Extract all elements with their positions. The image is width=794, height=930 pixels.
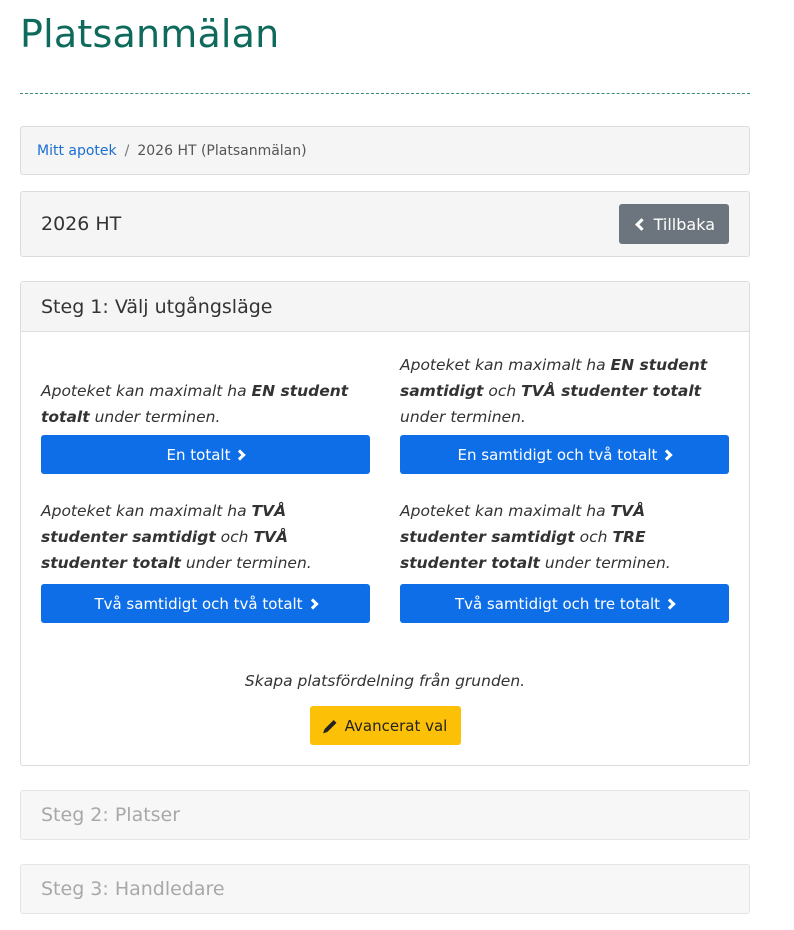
title-divider (20, 93, 750, 94)
advanced-button-label: Avancerat val (344, 716, 448, 735)
page-title: Platsanmälan (20, 12, 280, 56)
chevron-left-icon (635, 218, 648, 231)
option-description: Apoteket kan maximalt ha EN student samtidigt och TVÅ studenter totalt under terminen. (400, 356, 708, 426)
step-3-header: Steg 3: Handledare (20, 864, 750, 914)
option-one-concurrent-two-total (400, 352, 729, 464)
one-concurrent-two-total-button[interactable] (400, 435, 729, 474)
option-description: Apoteket kan maximalt ha TVÅ studenter samtidigt och TRE studenter totalt under terminen. (400, 502, 671, 572)
option-one-total (41, 378, 370, 464)
chevron-right-icon (307, 598, 318, 609)
breadcrumb (20, 126, 750, 175)
advanced-button[interactable] (310, 706, 461, 745)
button-label: Två samtidigt och tre totalt (454, 594, 661, 613)
option-two-concurrent-three-total (400, 498, 729, 613)
option-two-concurrent-two-total (41, 498, 370, 613)
breadcrumb-separator: / (124, 142, 130, 159)
chevron-right-icon (662, 449, 673, 460)
advanced-description: Skapa platsfördelning från grunden. (244, 672, 526, 690)
chevron-right-icon (235, 449, 246, 460)
two-concurrent-three-total-button[interactable] (400, 584, 729, 623)
breadcrumb-link-home[interactable]: Mitt apotek (37, 142, 117, 159)
breadcrumb-current: 2026 HT (Platsanmälan) (137, 142, 307, 159)
step-1-panel (20, 281, 750, 766)
back-button-label: Tillbaka (653, 214, 715, 234)
option-description: Apoteket kan maximalt ha EN student totalt under terminen. (41, 382, 349, 426)
button-label: En samtidigt och två totalt (457, 445, 658, 464)
option-description: Apoteket kan maximalt ha TVÅ studenter samtidigt och TVÅ studenter totalt under terminen. (41, 502, 312, 572)
term-header (20, 191, 750, 257)
step-2-header: Steg 2: Platser (20, 790, 750, 840)
pencil-icon (324, 719, 336, 731)
button-label: Två samtidigt och två totalt (94, 594, 303, 613)
button-label: En totalt (166, 445, 231, 464)
step-1-title: Steg 1: Välj utgångsläge (21, 282, 749, 332)
two-concurrent-two-total-button[interactable] (41, 584, 370, 623)
one-total-button[interactable] (41, 435, 370, 474)
back-button[interactable] (619, 204, 729, 244)
term-title: 2026 HT (41, 213, 122, 235)
chevron-right-icon (664, 598, 675, 609)
